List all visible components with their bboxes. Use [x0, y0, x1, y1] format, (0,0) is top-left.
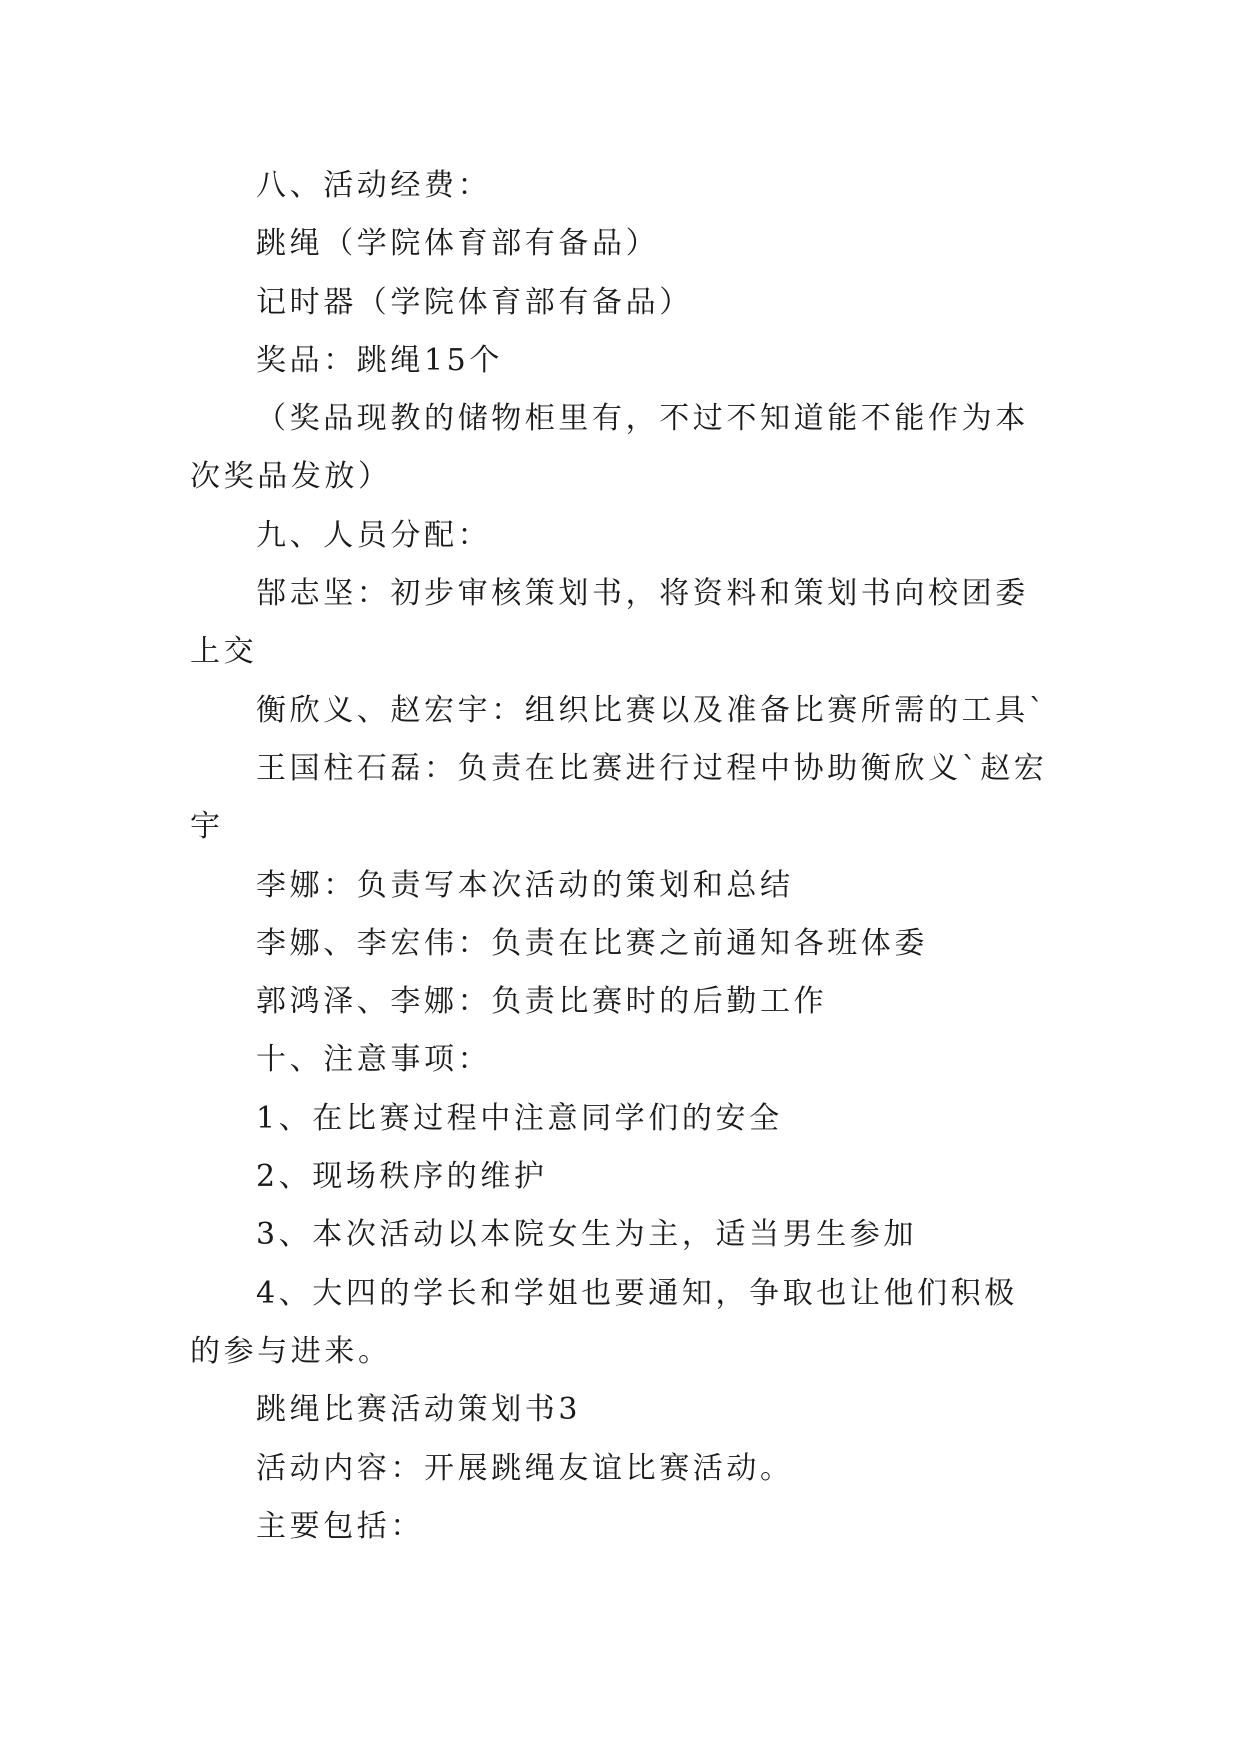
list-item: 2、现场秩序的维护 — [256, 1159, 548, 1195]
paragraph: 郜志坚：初步审核策划书，将资料和策划书向校团委上交 — [190, 576, 1029, 670]
paragraph: 郭鸿泽、李娜：负责比赛时的后勤工作 — [256, 984, 828, 1020]
section-heading-staffing: 九、人员分配： — [256, 517, 492, 553]
paragraph: 主要包括： — [256, 1508, 424, 1544]
paragraph: 衡欣义、赵宏宇：组织比赛以及准备比赛所需的工具` — [256, 692, 1048, 728]
section-heading-notes: 十、注意事项： — [256, 1042, 492, 1078]
paragraph: 王国柱石磊：负责在比赛进行过程中协助衡欣义`赵宏宇 — [190, 750, 1048, 845]
paragraph: 活动内容：开展跳绳友谊比赛活动。 — [256, 1450, 794, 1486]
paragraph: 李娜：负责写本次活动的策划和总结 — [256, 867, 794, 903]
paragraph: 奖品：跳绳15个 — [256, 342, 503, 378]
paragraph: 记时器（学院体育部有备品） — [256, 284, 693, 320]
list-item: 4、大四的学长和学姐也要通知，争取也让他们积极的参与进来。 — [190, 1275, 1018, 1369]
list-item: 1、在比赛过程中注意同学们的安全 — [256, 1100, 783, 1136]
paragraph: 李娜、李宏伟：负责在比赛之前通知各班体委 — [256, 925, 928, 961]
document-subtitle: 跳绳比赛活动策划书3 — [256, 1392, 582, 1428]
paragraph: 跳绳（学院体育部有备品） — [256, 226, 660, 262]
list-item: 3、本次活动以本院女生为主，适当男生参加 — [256, 1217, 918, 1253]
paragraph: （奖品现教的储物柜里有，不过不知道能不能作为本次奖品发放） — [190, 401, 1029, 495]
section-heading-funding: 八、活动经费： — [256, 168, 492, 203]
document-body — [190, 157, 1050, 1556]
